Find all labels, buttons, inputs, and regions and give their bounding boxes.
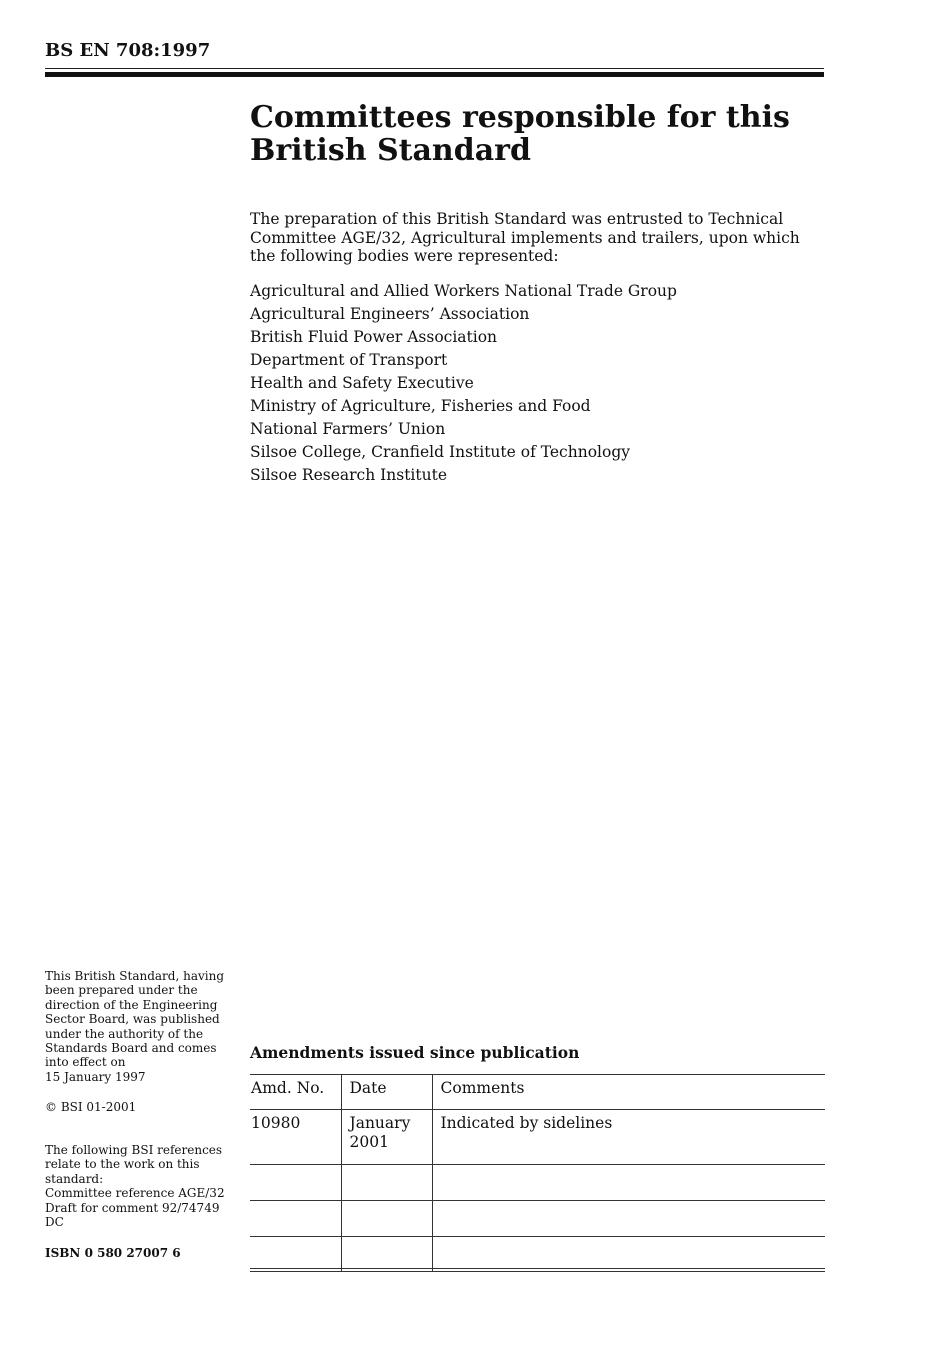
comments-cell: Indicated by sidelines xyxy=(432,1110,825,1165)
amendments-table xyxy=(250,1074,825,1272)
represented-bodies-list xyxy=(250,280,820,487)
list-item: Health and Safety Executive xyxy=(250,374,474,392)
list-item: National Farmers’ Union xyxy=(250,420,446,438)
effective-date: 15 January 1997 xyxy=(45,1069,146,1084)
references-intro: The following BSI references relate to the work on this standard: xyxy=(45,1143,223,1186)
publication-note-text: This British Standard, having been prepared under the direction of the Engineering Sector Board, was published under the authority of the Standards Board and comes into effect on xyxy=(45,969,225,1070)
empty-cell xyxy=(250,1165,341,1201)
intro-paragraph: The preparation of this British Standard was entrusted to Technical Committee AGE/32, Agricultural implements and trailers, upon which the following bodies were represented: xyxy=(250,210,800,265)
committee-reference: Committee reference AGE/32 xyxy=(45,1186,225,1201)
list-item: Silsoe Research Institute xyxy=(250,466,447,484)
table-row xyxy=(250,1201,825,1237)
empty-cell xyxy=(432,1201,825,1237)
list-item: Ministry of Agriculture, Fisheries and Food xyxy=(250,397,591,415)
copyright-notice: © BSI 01-2001 xyxy=(45,1100,137,1114)
list-item: Agricultural Engineers’ Association xyxy=(250,305,530,323)
table-bottom-rule xyxy=(250,1268,825,1272)
isbn: ISBN 0 580 27007 6 xyxy=(45,1246,181,1260)
column-header-date: Date xyxy=(341,1075,432,1110)
column-header-amd-no: Amd. No. xyxy=(250,1075,341,1110)
page-title-line-1: Committees responsible for this xyxy=(250,100,790,135)
page-title xyxy=(250,101,810,167)
table-row xyxy=(250,1237,825,1273)
list-item: Department of Transport xyxy=(250,351,448,369)
table-header-row xyxy=(250,1075,825,1110)
amd-no-cell: 10980 xyxy=(250,1110,341,1165)
document-id: BS EN 708:1997 xyxy=(45,40,211,61)
list-item: British Fluid Power Association xyxy=(250,328,498,346)
empty-cell xyxy=(250,1201,341,1237)
table-row xyxy=(250,1110,825,1165)
list-item: Silsoe College, Cranfield Institute of Technology xyxy=(250,443,630,461)
header-rule-thin xyxy=(45,68,824,69)
header-rule-thick xyxy=(45,72,824,77)
amendments-heading: Amendments issued since publication xyxy=(250,1043,580,1062)
publication-note xyxy=(45,969,235,1084)
date-cell xyxy=(341,1110,432,1165)
empty-cell xyxy=(250,1237,341,1273)
bsi-references xyxy=(45,1143,235,1229)
page-title-line-2: British Standard xyxy=(250,133,531,168)
empty-cell xyxy=(432,1165,825,1201)
empty-cell xyxy=(341,1165,432,1201)
date-line: 2001 xyxy=(349,1133,389,1151)
empty-cell xyxy=(341,1237,432,1273)
date-line: January xyxy=(349,1114,411,1132)
column-header-comments: Comments xyxy=(432,1075,825,1110)
list-item: Agricultural and Allied Workers National Trade Group xyxy=(250,282,677,300)
table-row xyxy=(250,1165,825,1201)
empty-cell xyxy=(432,1237,825,1273)
draft-reference: Draft for comment 92/74749 DC xyxy=(45,1200,220,1230)
empty-cell xyxy=(341,1201,432,1237)
